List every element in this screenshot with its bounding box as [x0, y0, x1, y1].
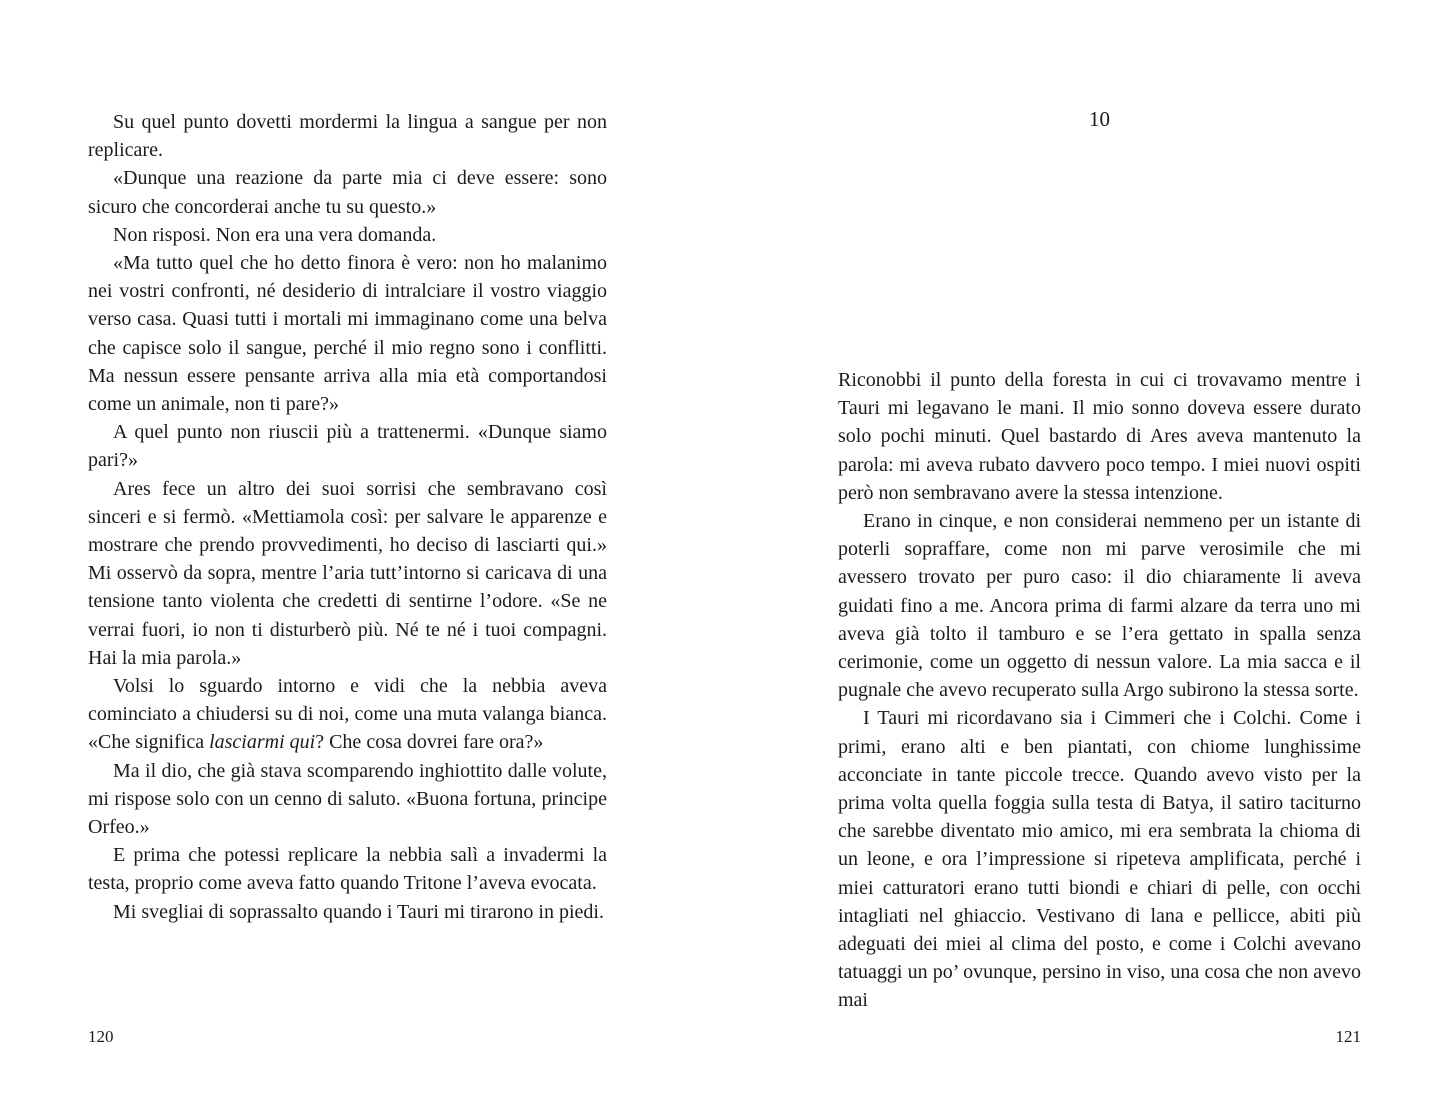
italic-text: lasciarmi qui: [209, 731, 316, 754]
text-segment: Erano in cinque, e non considerai nemmeno per un istante di poterli sopraffare, come non mi parve verosimile che mi avessero trovato per puro caso: il dio chiaramente li aveva guidati fino a me. Ancora prima di farmi alzare da terra uno mi aveva già tolto il tamburo e se l’era gettato in spalla senza cerimonie, come un oggetto di nessun valore. La mia sacca e il pugnale che avevo recuperato sulla Argo subirono la stessa sorte.: [838, 510, 1361, 702]
text-segment: A quel punto non riuscii più a trattenermi. «Dunque siamo pari?»: [88, 421, 607, 472]
paragraph: [838, 366, 1361, 507]
paragraph: [838, 507, 1361, 704]
paragraph: [88, 757, 607, 842]
paragraph: [88, 108, 607, 164]
text-segment: «Ma tutto quel che ho detto finora è vero: non ho malanimo nei vostri confronti, né desiderio di intralciare il vostro viaggio verso casa. Quasi tutti i mortali mi immaginano come una belva che capisce solo il sangue, perché il mio regno sono i conflitti. Ma nessun essere pensante arriva alla mia età comportandosi come un animale, non ti pare?»: [88, 252, 607, 416]
text-segment: Ares fece un altro dei suoi sorrisi che sembravano così sinceri e si fermò. «Mettiamola così: per salvare le apparenze e mostrare che prendo provvedimenti, ho deciso di lasciarti qui.» Mi osservò da sopra, mentre l’aria tutt’intorno si caricava di una tensione tanto violenta che credetti di sentirne l’odore. «Se ne verrai fuori, io non ti disturberò più. Né te né i tuoi compagni. Hai la mia parola.»: [88, 477, 607, 669]
text-segment: ? Che cosa dovrei fare ora?»: [315, 731, 544, 754]
right-page-text: [838, 366, 1361, 1015]
text-segment: Ma il dio, che già stava scomparendo inghiottito dalle volute, mi rispose solo con un cenno di saluto. «Buona fortuna, principe Orfeo.»: [88, 759, 607, 839]
paragraph: [88, 418, 607, 474]
text-segment: I Tauri mi ricordavano sia i Cimmeri che i Colchi. Come i primi, erano alti e ben piantati, con chiome lunghissime acconciate in tante piccole trecce. Quando avevo visto per la prima volta quella foggia sulla testa di Batya, il satiro taciturno che sarebbe diventato mio amico, mi era sembrata la chioma di un leone, e ora l’impressione si ripeteva amplificata, perché i miei catturatori erano tutti biondi e chiari di pelle, con occhi intagliati nel ghiaccio. Vestivano di lana e pellicce, abiti più adeguati dei miei al clima del posto, e come i Colchi avevano tatuaggi un po’ ovunque, persino in viso, una cosa che non avevo mai: [838, 707, 1361, 1012]
right-page-number: 121: [1335, 1027, 1361, 1046]
paragraph: [88, 898, 607, 926]
left-page-number: 120: [88, 1027, 114, 1046]
chapter-number: 10: [1089, 107, 1110, 131]
left-page: [88, 0, 607, 1109]
text-segment: Su quel punto dovetti mordermi la lingua a sangue per non replicare.: [88, 111, 607, 162]
paragraph: [88, 249, 607, 418]
text-segment: «Dunque una reazione da parte mia ci deve essere: sono sicuro che concorderai anche tu su questo.»: [88, 167, 607, 218]
text-segment: Volsi lo sguardo intorno e vidi che la nebbia aveva cominciato a chiudersi su di noi, come una muta valanga bianca. «Che significa: [88, 675, 607, 754]
text-segment: Non risposi. Non era una vera domanda.: [113, 223, 437, 246]
paragraph: [838, 704, 1361, 1014]
right-page: [838, 0, 1361, 1109]
paragraph: [88, 164, 607, 220]
text-segment: Riconobbi il punto della foresta in cui ci trovavamo mentre i Tauri mi legavano le mani. Il mio sonno doveva essere durato solo pochi minuti. Quel bastardo di Ares aveva mantenuto la parola: mi aveva rubato davvero poco tempo. I miei nuovi ospiti però non sembravano avere la stessa intenzione.: [838, 369, 1361, 504]
left-page-text: [88, 108, 607, 926]
paragraph: [88, 475, 607, 672]
paragraph: [88, 841, 607, 897]
text-segment: E prima che potessi replicare la nebbia salì a invadermi la testa, proprio come aveva fatto quando Tritone l’aveva evocata.: [88, 844, 607, 895]
paragraph: [88, 672, 607, 757]
paragraph: [88, 221, 607, 249]
text-segment: Mi svegliai di soprassalto quando i Tauri mi tirarono in piedi.: [113, 900, 604, 923]
